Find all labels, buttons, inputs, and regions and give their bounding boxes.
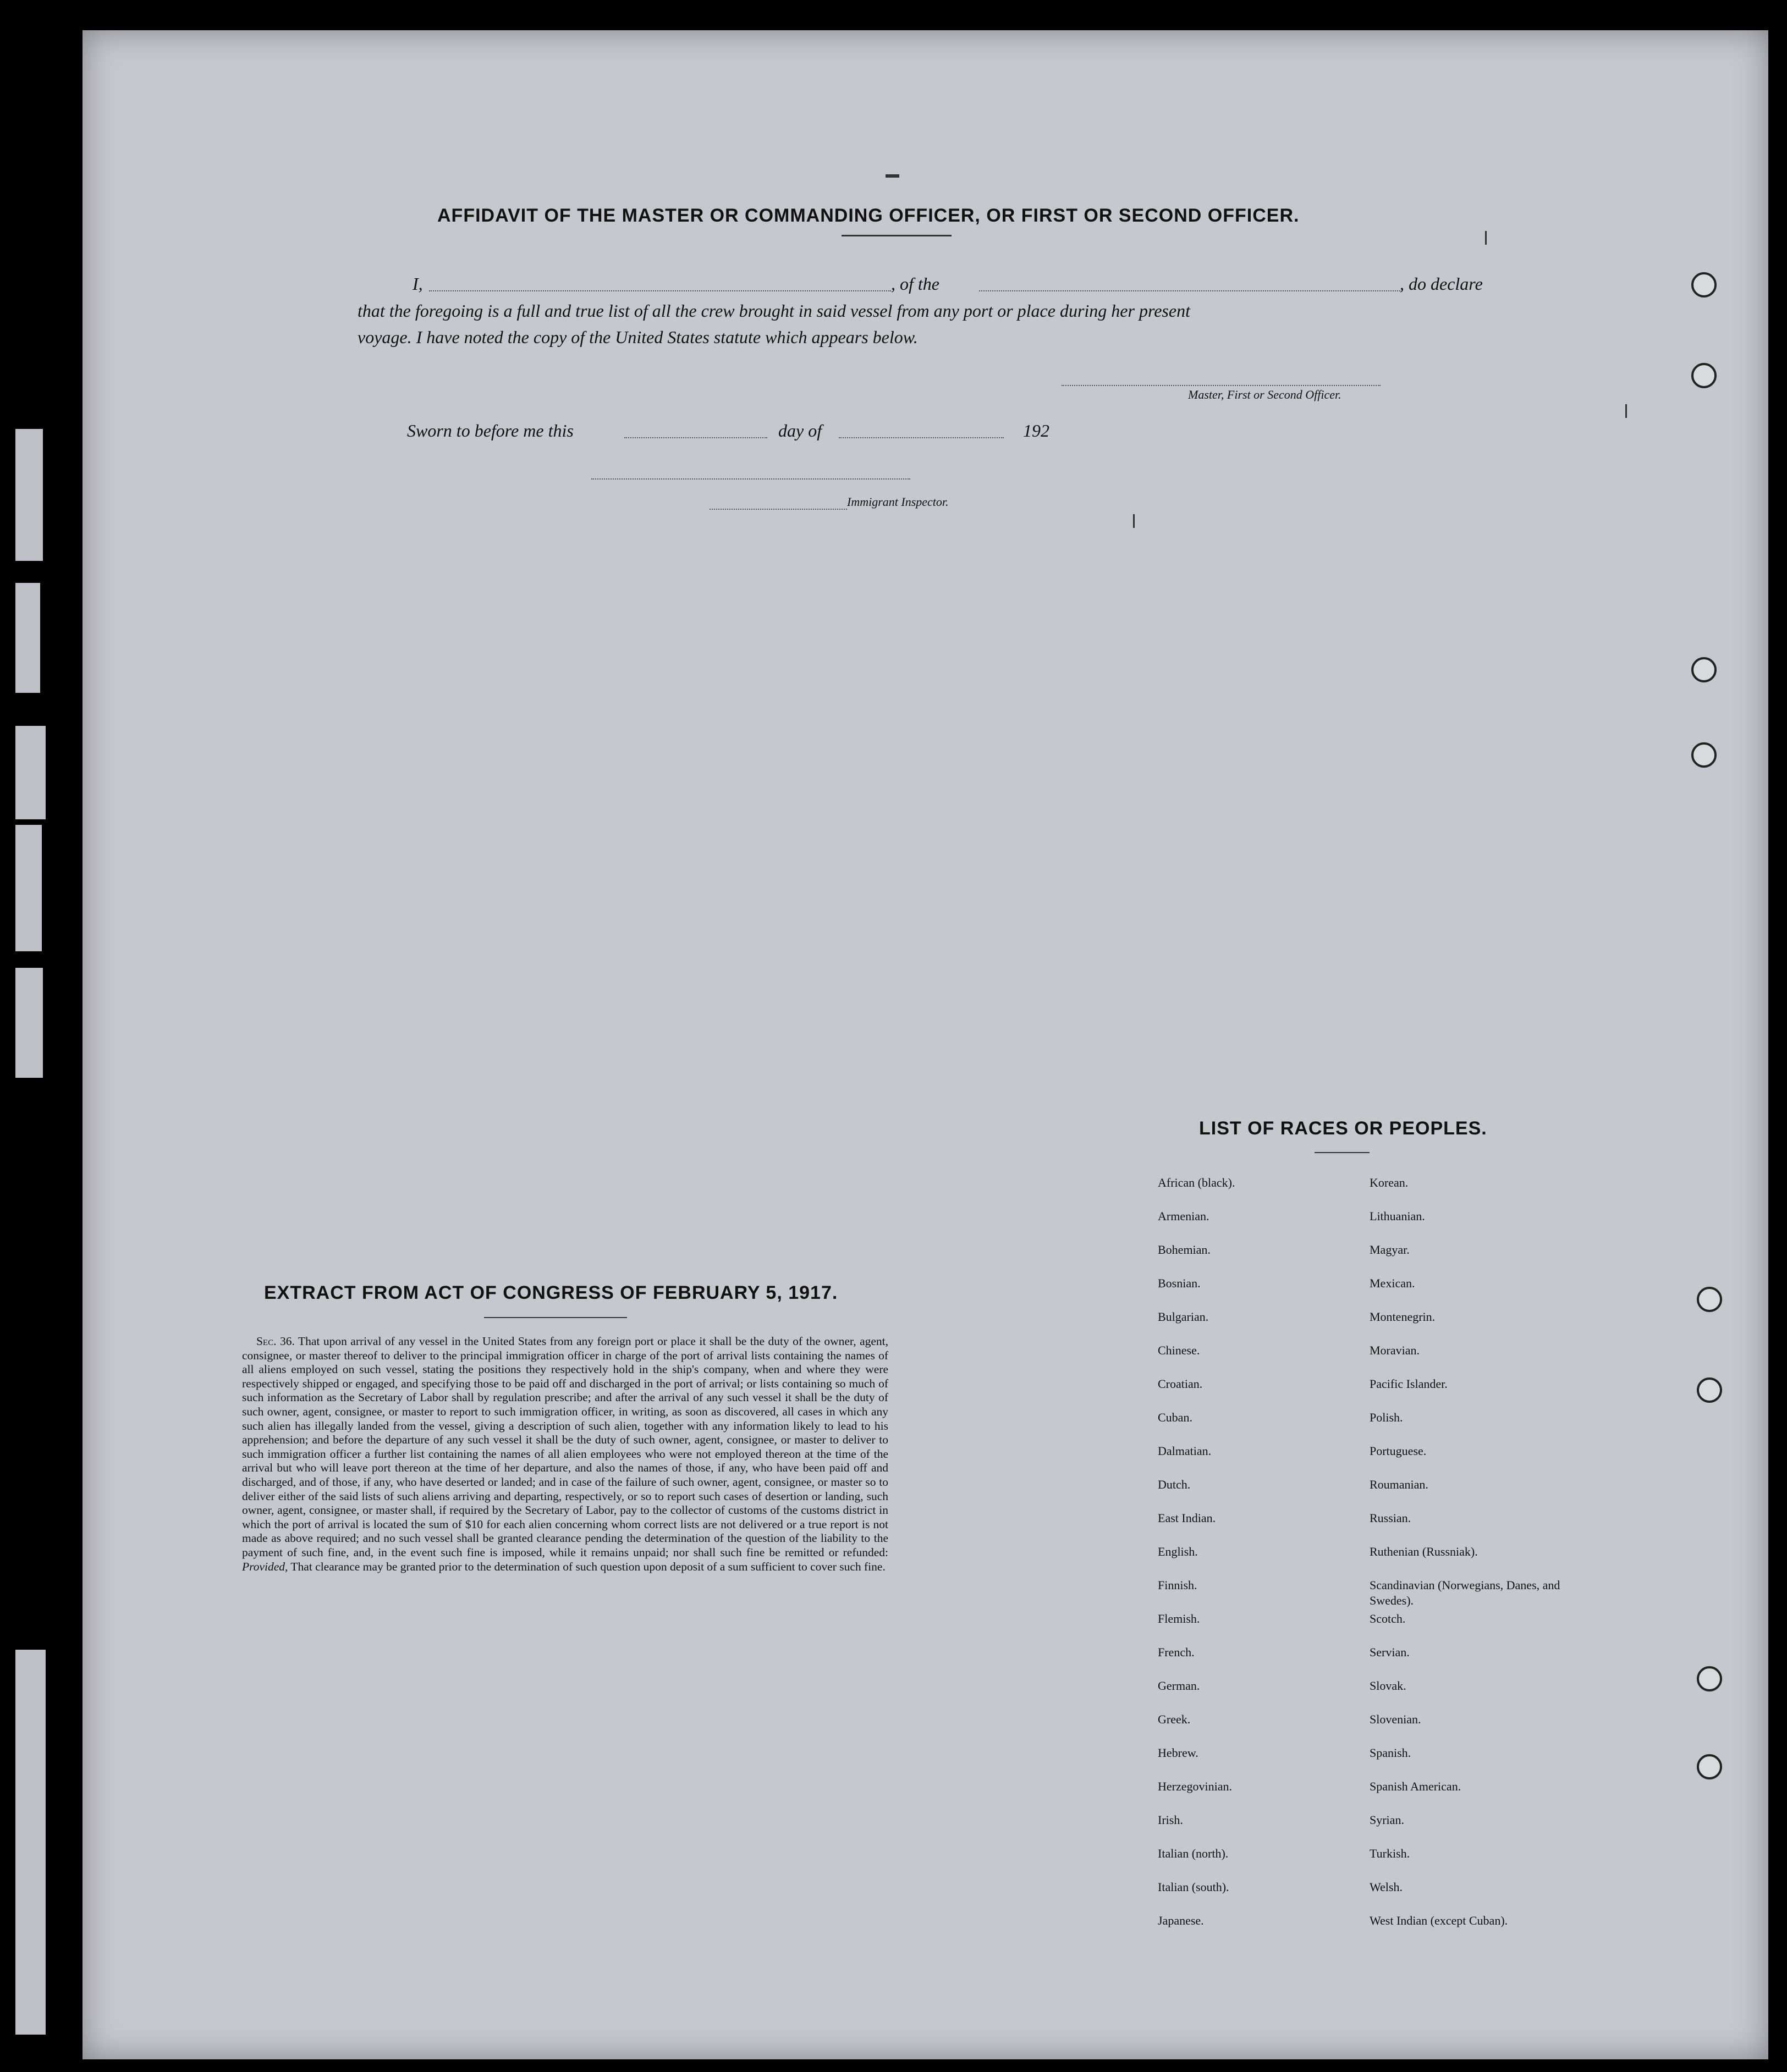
affidavit-of-the-label: , of the	[891, 274, 939, 294]
race-item: Polish.	[1370, 1410, 1403, 1424]
affidavit-statement-line-2: that the foregoing is a full and true list of all the crew brought in said vessel from any port or place during her present	[358, 301, 1190, 321]
torn-edge-tab	[15, 726, 46, 819]
race-item: Portuguese.	[1370, 1444, 1427, 1458]
inspector-label: Immigrant Inspector.	[847, 495, 949, 509]
torn-edge-tab	[15, 968, 43, 1078]
race-item: Bosnian.	[1158, 1276, 1201, 1290]
statute-text	[242, 1335, 888, 1574]
affidavit-i-label: I,	[413, 274, 423, 294]
section-label: Sec. 36.	[256, 1335, 295, 1348]
heading-underline	[842, 235, 952, 236]
extract-underline	[484, 1317, 627, 1318]
name-blank	[429, 290, 891, 291]
binder-hole	[1691, 272, 1717, 297]
binder-hole	[1697, 1377, 1722, 1403]
binder-hole	[1697, 1287, 1722, 1312]
provided-label: Provided,	[242, 1559, 288, 1573]
race-item: Ruthenian (Russniak).	[1370, 1545, 1478, 1558]
extract-heading: EXTRACT FROM ACT OF CONGRESS OF FEBRUARY 5, 1917.	[264, 1282, 838, 1303]
race-item: Scandinavian (Norwegians, Danes, and Swedes).	[1370, 1578, 1560, 1607]
binder-hole	[1697, 1754, 1722, 1779]
race-item: German.	[1158, 1679, 1200, 1693]
race-item: Pacific Islander.	[1370, 1377, 1448, 1391]
race-item: Chinese.	[1158, 1343, 1200, 1357]
race-item: Roumanian.	[1370, 1478, 1428, 1491]
race-item: East Indian.	[1158, 1511, 1216, 1525]
sworn-month-blank	[839, 437, 1004, 438]
race-item: Mexican.	[1370, 1276, 1415, 1290]
binder-hole	[1691, 363, 1717, 388]
day-of-label: day of	[778, 421, 822, 440]
race-item: Moravian.	[1370, 1343, 1420, 1357]
race-item: Welsh.	[1370, 1880, 1403, 1894]
race-item: Finnish.	[1158, 1578, 1197, 1592]
races-list-right	[1370, 1175, 1601, 1947]
torn-edge-tab	[15, 583, 40, 693]
race-item: Scotch.	[1370, 1612, 1406, 1625]
race-item: Herzegovinian.	[1158, 1779, 1232, 1793]
race-item: West Indian (except Cuban).	[1370, 1914, 1508, 1927]
header-mark	[886, 174, 899, 178]
affidavit-statement-line-3: voyage. I have noted the copy of the United States statute which appears below.	[358, 327, 918, 347]
sworn-label: Sworn to before me this	[407, 421, 574, 440]
race-item: Magyar.	[1370, 1243, 1410, 1257]
torn-edge-tab	[15, 1650, 46, 2035]
race-item: Korean.	[1370, 1176, 1409, 1189]
affidavit-do-declare-label: , do declare	[1400, 274, 1483, 294]
race-item: Montenegrin.	[1370, 1310, 1436, 1324]
margin-tick	[1625, 404, 1627, 418]
race-item: Italian (south).	[1158, 1880, 1229, 1894]
race-item: Dutch.	[1158, 1478, 1191, 1491]
vessel-blank	[979, 290, 1403, 291]
race-item: Italian (north).	[1158, 1847, 1229, 1860]
race-item: Flemish.	[1158, 1612, 1200, 1625]
inspector-signature-blank	[591, 478, 910, 480]
race-item: Armenian.	[1158, 1209, 1209, 1223]
race-item: Lithuanian.	[1370, 1209, 1425, 1223]
document-page	[83, 30, 1768, 2059]
races-heading: LIST OF RACES OR PEOPLES.	[1199, 1118, 1487, 1139]
race-item: Hebrew.	[1158, 1746, 1198, 1760]
race-item: Bohemian.	[1158, 1243, 1211, 1257]
race-item: Syrian.	[1370, 1813, 1404, 1827]
binder-hole	[1697, 1666, 1722, 1691]
statute-body-part1: That upon arrival of any vessel in the United States from any foreign port or place it shall be the duty of the owner, agent, consignee, or master thereof to deliver to the principal immigration officer in charge of the port of arrival lists containing the names of all aliens employed on such vessel, stating the positions they respectively hold in the ship's company, when and where they were respectively shipped or engaged, and specifying those to be paid off and discharged in the port of arrival; or lists containing so much of such information as the Secretary of Labor shall by regulation prescribe; and after the arrival of any such vessel it shall be the duty of such owner, agent, consignee, or master to report to such immigration officer, in writing, as soon as discovered, all cases in which any such alien has illegally landed from the vessel, giving a description of such alien, together with any information likely to lead to his apprehension; and before the departure of any such vessel it shall be the duty of such owner, agent, consignee, or master to deliver to such immigration officer a further list containing the names of all alien employees who were not employed thereon at the time of the arrival but who will leave port thereon at the time of her departure, and also the names of those, if any, who have been paid off and discharged, and of those, if any, who have deserted or landed; and in case of the failure of such owner, agent, consignee, or master so to deliver either of the said lists of such aliens arriving and departing, respectively, or so to report such cases of desertion or landing, such owner, agent, consignee, or master shall, if required by the Secretary of Labor, pay to the collector of customs of the customs district in which the port of arrival is located the sum of $10 for each alien concerning whom correct lists are not delivered or a true report is not made as above required; and no such vessel shall be granted clearance pending the determination of the question of the liability to the payment of such fine, and, in the event such fine is imposed, while it remains unpaid; nor shall such fine be remitted or refunded:	[242, 1335, 888, 1559]
race-item: Spanish.	[1370, 1746, 1411, 1760]
signature-blank	[1062, 385, 1381, 386]
binder-hole	[1691, 657, 1717, 682]
statute-body-part2: That clearance may be granted prior to the determination of such question upon deposit of a sum sufficient to cover such fine.	[290, 1559, 886, 1573]
year-label: 192	[1023, 421, 1049, 440]
torn-edge-tab	[15, 825, 42, 951]
race-item: Slovak.	[1370, 1679, 1406, 1693]
race-item: Russian.	[1370, 1511, 1411, 1525]
race-item: Bulgarian.	[1158, 1310, 1209, 1324]
torn-edge-tab	[15, 429, 43, 561]
race-item: Spanish American.	[1370, 1779, 1461, 1793]
race-item: Japanese.	[1158, 1914, 1204, 1927]
race-item: Slovenian.	[1370, 1712, 1421, 1726]
affidavit-heading: AFFIDAVIT OF THE MASTER OR COMMANDING OFFICER, OR FIRST OR SECOND OFFICER.	[437, 205, 1300, 226]
races-list-left	[1158, 1175, 1350, 1947]
margin-tick	[1485, 231, 1487, 245]
races-underline	[1315, 1152, 1370, 1153]
race-item: African (black).	[1158, 1176, 1235, 1189]
race-item: English.	[1158, 1545, 1198, 1558]
race-item: Greek.	[1158, 1712, 1191, 1726]
inspector-blank	[710, 509, 847, 510]
race-item: Dalmatian.	[1158, 1444, 1212, 1458]
race-item: Turkish.	[1370, 1847, 1410, 1860]
margin-tick	[1133, 514, 1135, 528]
race-item: Irish.	[1158, 1813, 1183, 1827]
sworn-day-blank	[624, 437, 767, 438]
race-item: Servian.	[1370, 1645, 1410, 1659]
binder-hole	[1691, 742, 1717, 768]
race-item: Cuban.	[1158, 1410, 1192, 1424]
signature-label: Master, First or Second Officer.	[1188, 388, 1341, 401]
race-item: Croatian.	[1158, 1377, 1203, 1391]
race-item: French.	[1158, 1645, 1195, 1659]
